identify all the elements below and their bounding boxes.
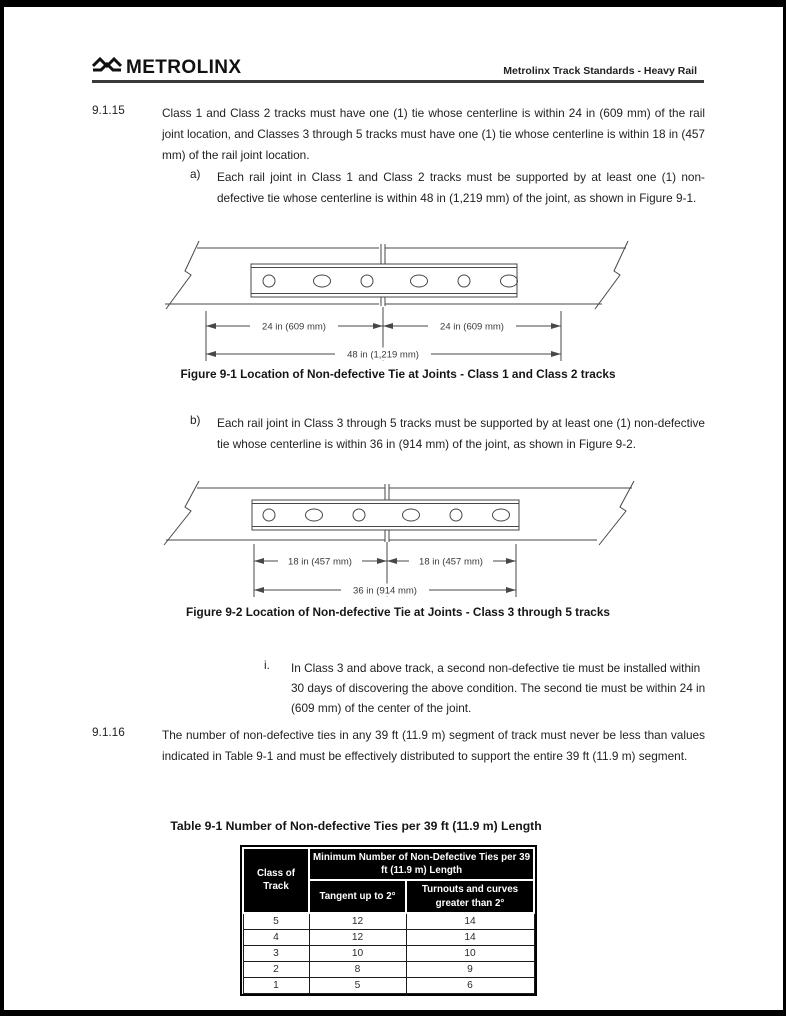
figure-9-1-caption: Figure 9-1 Location of Non-defective Tie at Joints - Class 1 and Class 2 tracks xyxy=(180,367,616,381)
table-subheader-tangent: Tangent up to 2° xyxy=(309,880,406,912)
figure-9-2-diagram xyxy=(144,477,644,599)
table-header-class: Class of Track xyxy=(243,848,309,913)
table-cell: 1 xyxy=(243,977,309,993)
clause-9-1-15-text: Class 1 and Class 2 tracks must have one (1) tie whose centerline is within 24 in (609 mm) of the rail joint location, and Classes 3 through 5 tracks must have one (1) tie whose centerline is within 18 in (457 mm) of the rail joint location. xyxy=(162,106,705,162)
table-header-merged: Minimum Number of Non-Defective Ties per 39 ft (11.9 m) Length xyxy=(309,848,534,880)
brand-text: METROLINX xyxy=(126,56,242,78)
table-row xyxy=(243,977,534,993)
dim-label-right: 24 in (609 mm) xyxy=(440,321,504,333)
bolt-hole xyxy=(411,275,428,287)
bolt-hole xyxy=(501,275,518,287)
rail-lines-fig2 xyxy=(164,481,634,545)
rail-lines-fig1 xyxy=(165,241,628,309)
bolt-hole xyxy=(458,275,470,287)
item-b-label: b) xyxy=(190,413,201,427)
table-cell: 5 xyxy=(309,977,406,993)
table-row xyxy=(243,913,534,930)
table-cell: 3 xyxy=(243,945,309,961)
figure-9-2-caption: Figure 9-2 Location of Non-defective Tie at Joints - Class 3 through 5 tracks xyxy=(186,605,610,619)
item-a-label: a) xyxy=(190,167,201,181)
table-body xyxy=(243,913,534,994)
dim-label-total: 36 in (914 mm) xyxy=(353,585,417,597)
metrolinx-logo-icon xyxy=(92,56,122,79)
joint-bar-fig2 xyxy=(252,500,519,530)
table-title: Table 9-1 Number of Non-defective Ties per 39 ft (11.9 m) Length xyxy=(170,819,542,833)
clause-9-1-15-number: 9.1.15 xyxy=(92,103,125,117)
table-cell: 10 xyxy=(406,945,534,961)
bolt-hole xyxy=(450,509,462,521)
figure-9-1-diagram xyxy=(152,237,644,363)
bolt-hole xyxy=(314,275,331,287)
bolt-hole xyxy=(493,509,510,521)
table-row xyxy=(243,945,534,961)
rail-break-left-icon xyxy=(164,481,199,545)
table-cell: 10 xyxy=(309,945,406,961)
rail-break-right-icon xyxy=(595,241,628,309)
table-subheader-turnouts: Turnouts and curves greater than 2° xyxy=(406,880,534,912)
bolt-hole xyxy=(361,275,373,287)
item-a-text: Each rail joint in Class 1 and Class 2 tracks must be supported by at least one (1) non-defective tie whose centerline is within 48 in (1,219 mm) of the joint, as shown in Figure 9-1. xyxy=(217,170,705,205)
bolt-hole xyxy=(306,509,323,521)
clause-9-1-16-number: 9.1.16 xyxy=(92,725,125,739)
joint-bar-fig1 xyxy=(251,264,518,297)
doc-title: Metrolinx Track Standards - Heavy Rail xyxy=(503,65,697,77)
item-b-text: Each rail joint in Class 3 through 5 tracks must be supported by at least one (1) non-defective tie whose centerline is within 36 in (914 mm) of the joint, as shown in Figure 9-2. xyxy=(217,416,705,451)
bolt-hole xyxy=(263,275,275,287)
table-cell: 14 xyxy=(406,929,534,945)
table-cell: 8 xyxy=(309,961,406,977)
ties-table-wrap xyxy=(240,845,537,996)
item-i-label: i. xyxy=(264,658,270,672)
dim-label-left: 24 in (609 mm) xyxy=(262,321,326,333)
table-cell: 12 xyxy=(309,913,406,930)
dim-label-left: 18 in (457 mm) xyxy=(288,556,352,568)
clause-9-1-16-text: The number of non-defective ties in any 39 ft (11.9 m) segment of track must never be less than values indicated in Table 9-1 and must be effectively distributed to support the entire 39 ft (11.9 m) segment. xyxy=(162,728,705,763)
metrolinx-logo xyxy=(92,56,242,79)
table-cell: 5 xyxy=(243,913,309,930)
dim-label-total: 48 in (1,219 mm) xyxy=(347,349,419,361)
table-cell: 4 xyxy=(243,929,309,945)
table-row xyxy=(243,929,534,945)
table-row xyxy=(243,961,534,977)
dimensions-fig2 xyxy=(254,542,516,597)
table-cell: 9 xyxy=(406,961,534,977)
dimensions-fig1 xyxy=(206,307,561,361)
rail-break-left-icon xyxy=(166,241,199,309)
bolt-hole xyxy=(403,509,420,521)
rail-break-right-icon xyxy=(599,481,634,545)
rail-joint-gap xyxy=(385,484,389,542)
ties-table xyxy=(242,847,535,994)
table-cell: 14 xyxy=(406,913,534,930)
table-cell: 12 xyxy=(309,929,406,945)
bolt-hole xyxy=(353,509,365,521)
item-i-text: In Class 3 and above track, a second non-defective tie must be installed within 30 days of discovering the above condition. The second tie must be within 24 in (609 mm) of the center of the joint. xyxy=(291,661,706,715)
table-cell: 6 xyxy=(406,977,534,993)
bolt-hole xyxy=(263,509,275,521)
dim-label-right: 18 in (457 mm) xyxy=(419,556,483,568)
header-rule xyxy=(92,80,704,83)
table-cell: 2 xyxy=(243,961,309,977)
